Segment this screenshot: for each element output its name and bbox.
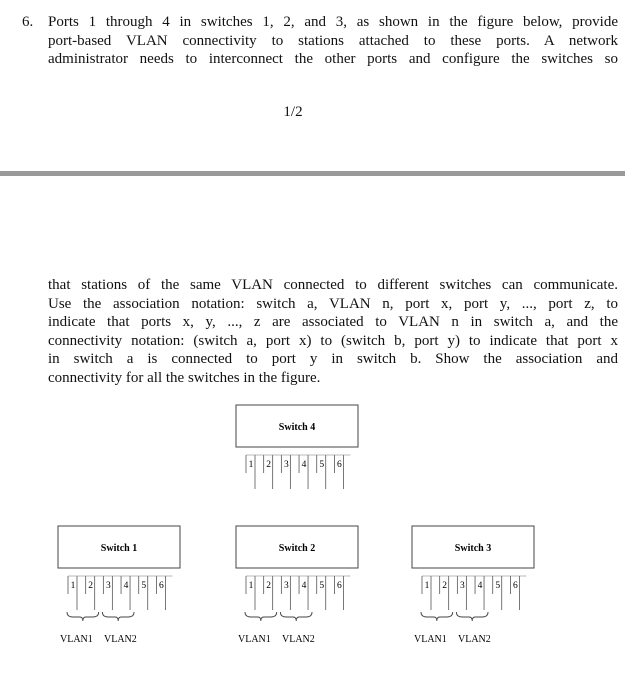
vlan-brace — [67, 612, 99, 621]
port-label: 2 — [442, 581, 448, 591]
port-4 — [299, 576, 308, 610]
port-label: 1 — [70, 581, 76, 591]
port-label: 1 — [248, 581, 254, 591]
port-label: 4 — [477, 581, 483, 591]
text-line: port-based VLAN connectivity to stations attached to these ports. A network — [48, 32, 618, 49]
text-line: Use the association notation: switch a, VLAN n, port x, port y, ..., port z, to — [48, 295, 618, 312]
port-label: 1 — [248, 460, 254, 470]
text-line: in switch a is connected to port y in switch b. Show the association and — [48, 351, 618, 368]
port-3 — [103, 576, 112, 610]
port-label: 2 — [266, 460, 272, 470]
vlan-label: VLAN1 — [414, 634, 447, 645]
port-5 — [317, 576, 326, 610]
port-label: 5 — [141, 581, 147, 591]
port-4 — [299, 455, 308, 489]
vlan-label: VLAN1 — [60, 634, 93, 645]
port-label: 3 — [283, 581, 289, 591]
port-1 — [68, 576, 77, 610]
port-5 — [493, 576, 502, 610]
port-label: 2 — [266, 581, 272, 591]
text-line: administrator needs to interconnect the other ports and configure the switches so — [48, 51, 618, 68]
port-label: 5 — [495, 581, 501, 591]
port-3 — [281, 455, 290, 489]
port-5 — [139, 576, 148, 610]
port-3 — [457, 576, 466, 610]
port-1 — [422, 576, 431, 610]
switch-name: Switch 2 — [278, 543, 316, 554]
question-number: 6. — [22, 14, 34, 30]
port-label: 5 — [319, 460, 325, 470]
port-label: 3 — [105, 581, 111, 591]
port-label: 5 — [319, 581, 325, 591]
vlan-brace — [456, 612, 488, 621]
switch-name: Switch 4 — [278, 422, 316, 433]
vlan-brace — [102, 612, 134, 621]
port-label: 4 — [123, 581, 129, 591]
switch-name: Switch 1 — [100, 543, 138, 554]
switch-1 — [58, 526, 180, 645]
port-label: 2 — [88, 581, 94, 591]
port-1 — [246, 576, 255, 610]
port-label: 3 — [283, 460, 289, 470]
text-line: indicate that ports x, y, ..., z are associated to VLAN n in switch a, and the — [48, 314, 618, 331]
port-3 — [281, 576, 290, 610]
port-4 — [121, 576, 130, 610]
port-label: 6 — [337, 581, 342, 591]
switch-3 — [412, 526, 534, 645]
page-number: 1/2 — [283, 104, 303, 120]
port-6 — [334, 455, 343, 489]
vlan-brace — [280, 612, 312, 621]
port-label: 3 — [459, 581, 465, 591]
text-line: that stations of the same VLAN connected to different switches can communicate. — [48, 277, 618, 293]
vlan-label: VLAN2 — [458, 634, 491, 645]
port-2 — [264, 455, 273, 489]
port-label: 1 — [424, 581, 430, 591]
port-6 — [156, 576, 165, 610]
switch-2 — [236, 526, 358, 645]
port-label: 6 — [513, 581, 518, 591]
port-6 — [334, 576, 343, 610]
port-1 — [246, 455, 255, 489]
vlan-label: VLAN2 — [104, 634, 137, 645]
text-line: connectivity for all the switches in the figure. — [48, 369, 321, 386]
port-label: 4 — [301, 460, 307, 470]
port-2 — [264, 576, 273, 610]
switch-name: Switch 3 — [454, 543, 492, 554]
port-2 — [440, 576, 449, 610]
port-5 — [317, 455, 326, 489]
vlan-brace — [245, 612, 277, 621]
vlan-brace — [421, 612, 453, 621]
vlan-label: VLAN1 — [238, 634, 271, 645]
port-label: 6 — [159, 581, 164, 591]
port-label: 6 — [337, 460, 342, 470]
switch-4 — [236, 405, 358, 489]
port-4 — [475, 576, 484, 610]
port-6 — [510, 576, 519, 610]
port-2 — [86, 576, 95, 610]
vlan-label: VLAN2 — [282, 634, 315, 645]
port-label: 4 — [301, 581, 307, 591]
text-line: connectivity notation: (switch a, port x) to (switch b, port y) to indicate that port x — [48, 332, 618, 349]
text-line: Ports 1 through 4 in switches 1, 2, and 3, as shown in the figure below, provide — [48, 14, 618, 30]
